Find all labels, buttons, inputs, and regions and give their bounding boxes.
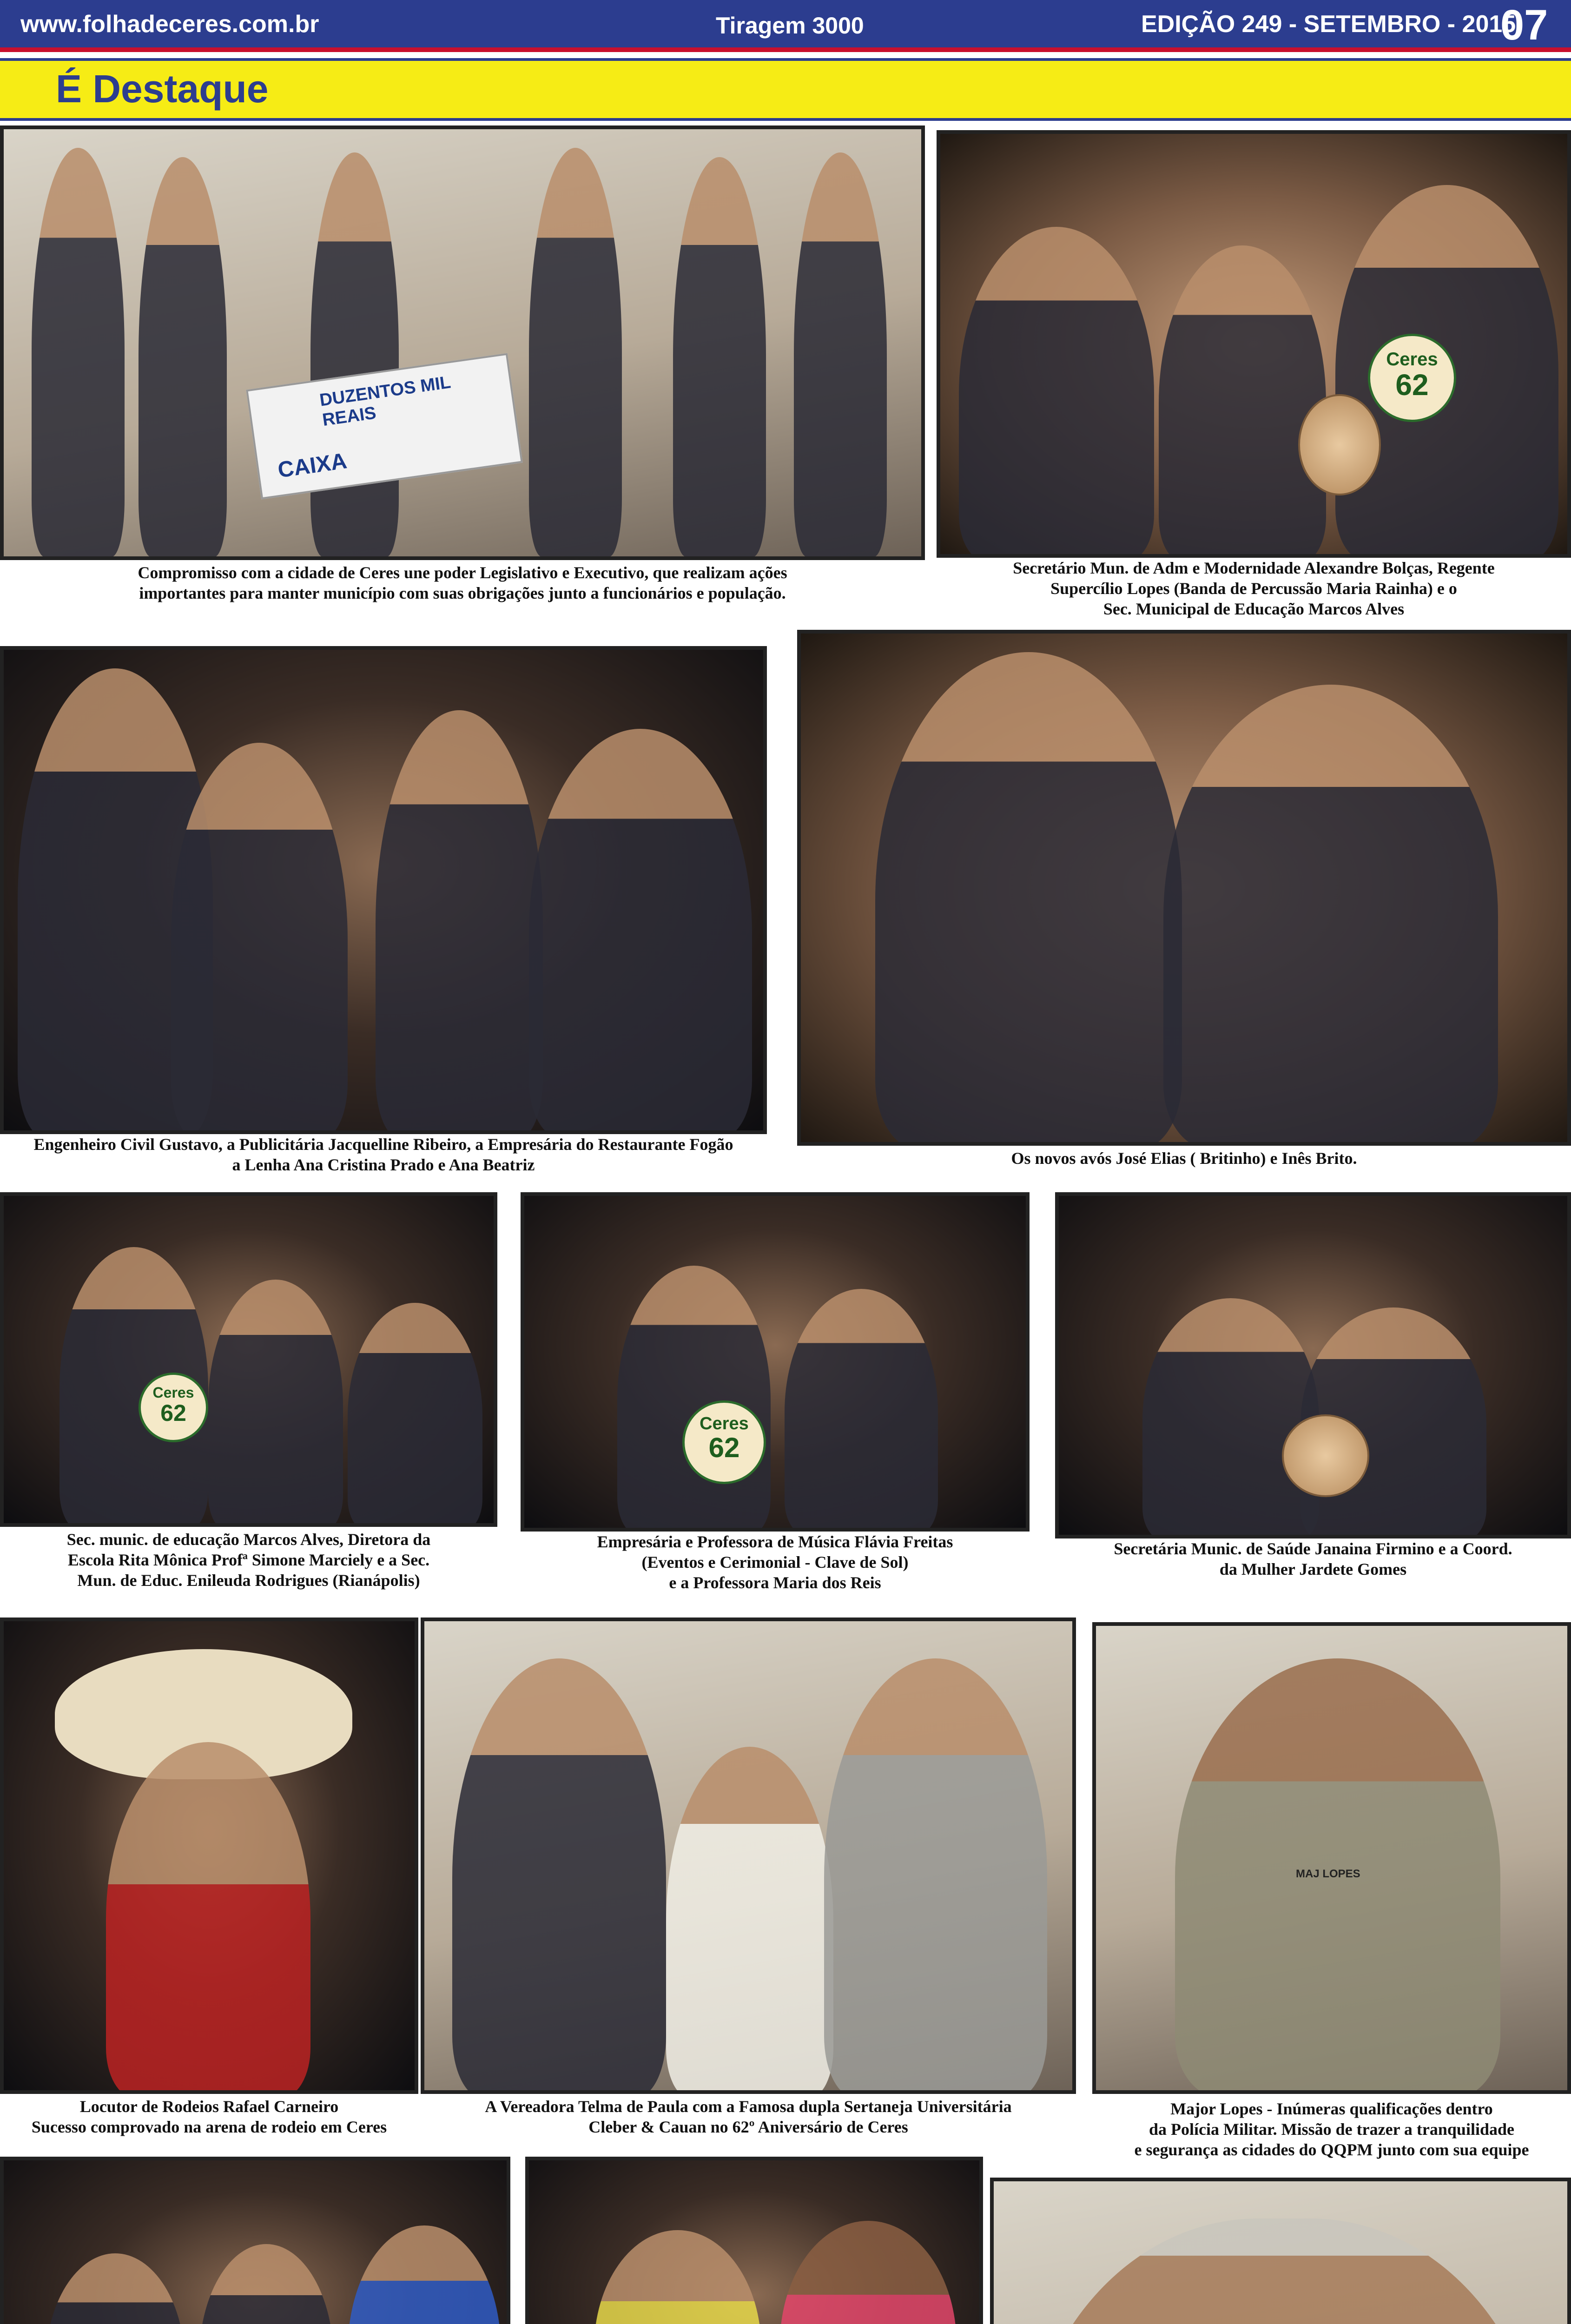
photo-coronel-viveiros [990, 2178, 1571, 2324]
person-figure [529, 148, 622, 557]
person-figure [794, 152, 887, 557]
ceres-62-logo [682, 1400, 766, 1484]
commemorative-plaque [1282, 1414, 1369, 1497]
person-figure [1163, 685, 1498, 1146]
ceres-62-logo [139, 1373, 208, 1442]
person-figure [310, 152, 399, 557]
photo-caption: Sec. munic. de educação Marcos Alves, Diretora da Escola Rita Mônica Profª Simone Marciely e a Sec. Mun. de Educ. Enileuda Rodrigues (Rianápolis) [66, 1530, 431, 1590]
section-header [0, 58, 1571, 121]
photo-caption: A Vereadora Telma de Paula com a Famosa dupla Sertaneja Universitária Cleber & Cauan no 62º Aniversário de Ceres [485, 2097, 1012, 2136]
person-figure [875, 652, 1182, 1146]
photo-caption: Empresária e Professora de Música Flávia Freitas (Eventos e Cerimonial - Clave de Sol) e a Professora Maria dos Reis [597, 1532, 953, 1592]
photo-caption: Secretário Mun. de Adm e Modernidade Alexandre Bolças, Regente Supercílio Lopes (Banda de Percussão Maria Rainha) e o Sec. Municipal de Educação Marcos Alves [1013, 559, 1495, 618]
person-figure [171, 743, 348, 1134]
ceres-logo-text: Ceres [152, 1384, 194, 1401]
photo-major-lopes [1092, 1622, 1571, 2094]
name-tag: MAJ LOPES [1296, 1868, 1360, 1880]
ceres-logo-number: 62 [1395, 368, 1429, 402]
person-figure [666, 1747, 833, 2094]
site-url[interactable]: www.folhadeceres.com.br [20, 11, 319, 38]
edition-info: EDIÇÃO 249 - SETEMBRO - 2015 [1141, 11, 1516, 38]
photo-caption: Secretária Munic. de Saúde Janaina Firmino e a Coord. da Mulher Jardete Gomes [1114, 1539, 1512, 1578]
ceres-logo-number: 62 [160, 1400, 186, 1426]
ceres-62-logo [1368, 334, 1456, 422]
ceres-logo-text: Ceres [1386, 349, 1438, 370]
check-bank-logo: CAIXA [276, 449, 349, 483]
person-figure [1159, 245, 1326, 558]
photo-councilwoman-duo [421, 1618, 1076, 2094]
person-figure [199, 2244, 334, 2324]
photo-caption: Engenheiro Civil Gustavo, a Publicitária Jacquelline Ribeiro, a Empresária do Restaurante Fogão a Lenha Ana Cristina Prado e Ana Beatriz [33, 1135, 733, 1174]
person-figure [208, 1280, 343, 1527]
person-figure [452, 1658, 666, 2094]
person-figure [106, 1742, 310, 2094]
person-figure [785, 1289, 938, 1532]
photo-legislative-executive [0, 125, 925, 560]
photo-caption: Major Lopes - Inúmeras qualificações dentro da Polícia Militar. Missão de trazer a tranquilidade e segurança as cidades do QQPM junto com sua equipe [1134, 2100, 1529, 2159]
photo-rianapolis-councilwomen [0, 2157, 510, 2324]
person-figure [780, 2221, 957, 2324]
photo-caption: Os novos avós José Elias ( Britinho) e Inês Brito. [1011, 1149, 1357, 1168]
page-number: 07 [1500, 1, 1548, 49]
photo-new-grandparents [797, 630, 1571, 1146]
masthead-bar [0, 0, 1571, 52]
ceres-logo-text: Ceres [700, 1414, 749, 1433]
person-figure [32, 148, 125, 557]
person-figure [348, 1303, 482, 1527]
photo-health-secretary [1055, 1192, 1571, 1538]
person-figure [529, 729, 752, 1134]
person-figure [824, 1658, 1047, 2094]
person-figure [959, 227, 1154, 558]
person-figure [348, 2225, 501, 2324]
person-figure [1022, 2218, 1547, 2324]
ceremonial-check [246, 353, 523, 500]
photo-wagner-mozair [525, 2157, 983, 2324]
person-figure [46, 2253, 185, 2324]
commemorative-plaque [1298, 394, 1381, 495]
person-figure [1142, 1298, 1319, 1538]
check-amount: DUZENTOS MIL REAIS [318, 372, 452, 430]
ceres-logo-number: 62 [708, 1432, 740, 1463]
photo-education-secretaries [0, 1192, 497, 1527]
person-figure [139, 157, 227, 557]
photo-caption: Locutor de Rodeios Rafael Carneiro Sucesso comprovado na arena de rodeio em Ceres [31, 2097, 387, 2136]
photo-secretaries-plaque [937, 130, 1571, 558]
person-figure [617, 1266, 771, 1532]
photo-caption: Compromisso com a cidade de Ceres une poder Legislativo e Executivo, que realizam ações importantes para manter município com suas obrigações junto a funcionários e população. [138, 563, 787, 602]
person-figure [376, 710, 543, 1134]
photo-four-guests [0, 646, 767, 1134]
photo-rodeo-announcer [0, 1618, 418, 2094]
section-title: É Destaque [56, 67, 269, 111]
person-figure [673, 157, 766, 557]
circulation: Tiragem 3000 [716, 13, 864, 39]
photo-music-teachers [521, 1192, 1030, 1532]
person-figure [594, 2230, 761, 2324]
